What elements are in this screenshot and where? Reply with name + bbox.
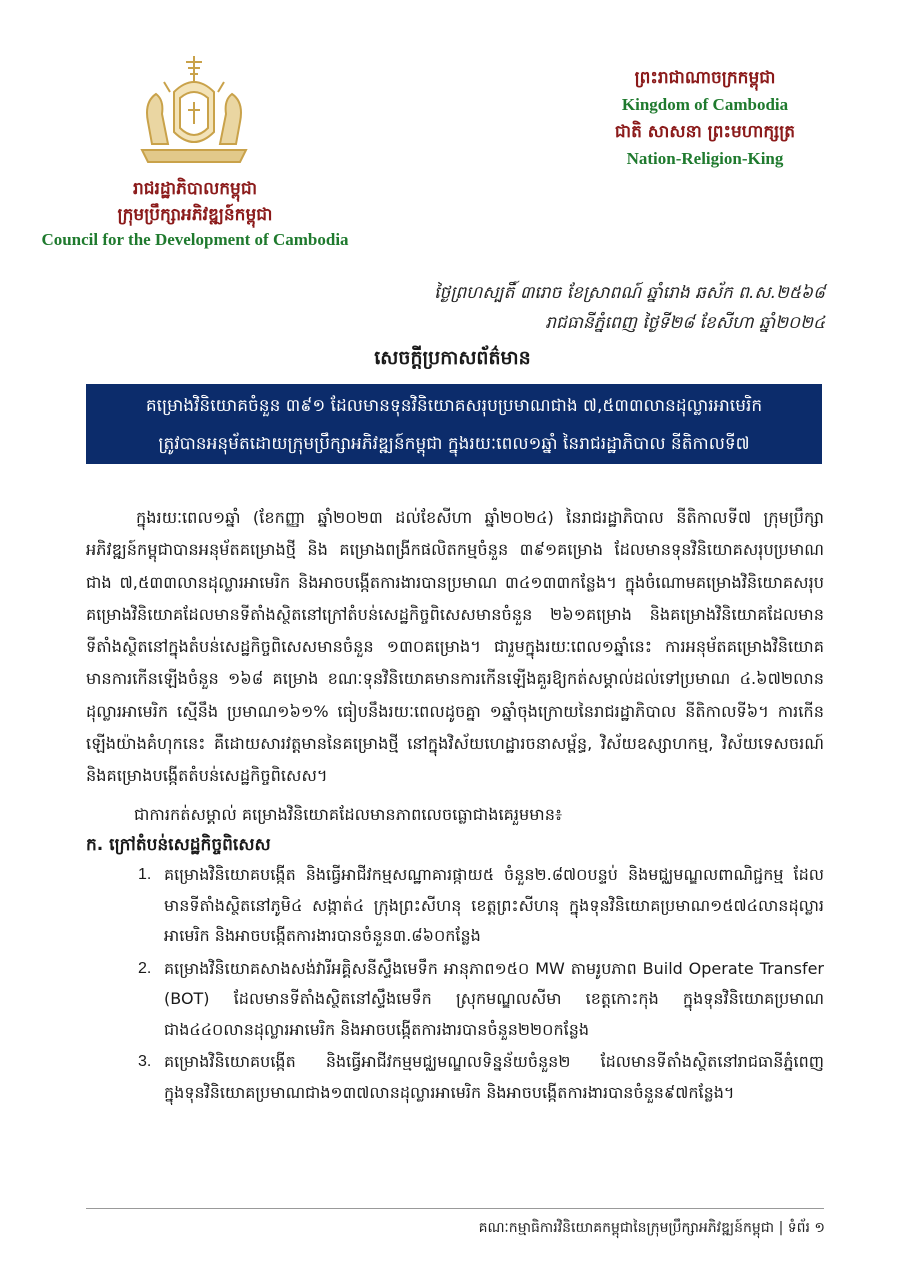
item-text: គម្រោងវិនិយោគបង្កើត និងធ្វើអាជីវកម្មសណ្ឋាគារផ្កាយ៥ ចំនួន២.៨៧០បន្ទប់ និងមជ្ឈមណ្ឌលពាណិជ្ជកម្ម ដែលមានទីតាំងស្ថិតនៅភូមិ៤ សង្កាត់៤ ក្រុងព្រះសីហនុ ខេត្តព្រះសីហនុ ក្នុងទុនវិនិយោគប្រមាណ១៥៧៤លានដុល្លារអាមេរិក និងអាចបង្កើតការងារបានចំនួន៣.៨៦០កន្លែង xyxy=(164,865,824,945)
list-item xyxy=(86,1047,824,1108)
lead-sentence: ជាការកត់សម្គាល់ គម្រោងវិនិយោគដែលមានភាពលេចធ្លោជាងគេរួមមាន៖ xyxy=(134,805,563,824)
royal-emblem-icon xyxy=(134,52,254,170)
kingdom-header xyxy=(590,64,820,172)
lunar-date: ថ្ងៃព្រហស្បតិ៍ ៣រោច ខែស្រាពណ៍ ឆ្នាំរោង ឆស័ក ព.ស.២៥៦៨ xyxy=(434,283,825,303)
item-number: 2. xyxy=(138,959,152,977)
motto-english: Nation-Religion-King xyxy=(626,149,784,168)
solar-date: រាជធានីភ្នំពេញ ថ្ងៃទី២៨ ខែសីហា ឆ្នាំ២០២៤ xyxy=(545,313,825,333)
project-list xyxy=(86,860,824,1110)
list-item xyxy=(86,954,824,1046)
headline-banner xyxy=(86,384,822,464)
item-text: គម្រោងវិនិយោគសាងសង់វារីអគ្គិសនីស្ទឹងមេទឹក អានុភាព១៥០ MW តាមរូបភាព Build Operate Transfer (BOT) ដែលមានទីតាំងស្ថិតនៅស្ទឹងមេទឹក ស្រុកមណ្ឌលសីមា ខេត្តកោះកុង ក្នុងទុនវិនិយោគប្រមាណជាង៤៤០លានដុល្លារអាមេរិក និងអាចបង្កើតការងារបានចំនួន២២០កន្លែង xyxy=(164,958,824,1039)
list-item xyxy=(86,860,824,952)
footer-divider xyxy=(86,1208,824,1209)
page-footer: គណៈកម្មាធិការវិនិយោគកម្ពុជានៃក្រុមប្រឹក្សាអភិវឌ្ឍន៍កម្ពុជា | ទំព័រ ១ xyxy=(478,1220,825,1236)
item-number: 1. xyxy=(138,866,152,883)
council-name-khmer: ក្រុមប្រឹក្សាអភិវឌ្ឍន៍កម្ពុជា xyxy=(117,205,273,225)
kingdom-name-khmer: ព្រះរាជាណាចក្រកម្ពុជា xyxy=(634,68,776,88)
headline-line-1: គម្រោងវិនិយោគចំនួន ៣៩១ ដែលមានទុនវិនិយោគសរុបប្រមាណជាង ៧,៥៣៣លានដុល្លារអាមេរិក xyxy=(145,396,763,416)
item-number: 3. xyxy=(138,1053,152,1070)
council-name-english: Council for the Development of Cambodia xyxy=(41,230,349,249)
item-text: គម្រោងវិនិយោគបង្កើត និងធ្វើអាជីវកម្មមជ្ឈមណ្ឌលទិន្នន័យចំនួន២ ដែលមានទីតាំងស្ថិតនៅរាជធានីភ្នំពេញ ក្នុងទុនវិនិយោគប្រមាណជាង១៣៧លានដុល្លារអាមេរិក និងអាចបង្កើតការងារបានចំនួន៩៧កន្លែង។ xyxy=(164,1052,824,1102)
council-header xyxy=(20,176,370,252)
section-heading: ក. ក្រៅតំបន់សេដ្ឋកិច្ចពិសេស xyxy=(86,835,271,855)
headline-line-2: ត្រូវបានអនុម័តដោយក្រុមប្រឹក្សាអភិវឌ្ឍន៍កម្ពុជា ក្នុងរយៈពេល១ឆ្នាំ នៃរាជរដ្ឋាភិបាល នីតិកាលទី៧ xyxy=(158,434,750,454)
motto-khmer: ជាតិ សាសនា ព្រះមហាក្សត្រ xyxy=(614,122,796,142)
government-name: រាជរដ្ឋាភិបាលកម្ពុជា xyxy=(132,179,258,199)
page-title: សេចក្តីប្រកាសព័ត៌មាន xyxy=(374,347,531,369)
kingdom-name-english: Kingdom of Cambodia xyxy=(621,95,789,114)
body-paragraph: ក្នុងរយៈពេល១ឆ្នាំ (ខែកញ្ញា ឆ្នាំ២០២៣ ដល់ខែសីហា ឆ្នាំ២០២៤) នៃរាជរដ្ឋាភិបាល នីតិកាលទី៧ ក្រុមប្រឹក្សាអភិវឌ្ឍន៍កម្ពុជាបានអនុម័តគម្រោងថ្មី និង គម្រោងពង្រីកផលិតកម្មចំនួន ៣៩១គម្រោង ដែលមានទុនវិនិយោគសរុបប្រមាណជាង ៧,៥៣៣លានដុល្លារអាមេរិក និងអាចបង្កើតការងារបានប្រមាណ ៣៤១៣៣កន្លែង។ ក្នុងចំណោមគម្រោងវិនិយោគសរុប គម្រោងវិនិយោគដែលមានទីតាំងស្ថិតនៅក្រៅតំបន់សេដ្ឋកិច្ចពិសេសមានចំនួន ២៦១គម្រោង និងគម្រោងវិនិយោគដែលមានទីតាំងស្ថិតនៅក្នុងតំបន់សេដ្ឋកិច្ចពិសេសមានចំនួន ១៣០គម្រោង។ ជារួមក្នុងរយៈពេល១ឆ្នាំនេះ ការអនុម័តគម្រោងវិនិយោគមានការកើនឡើងចំនួន ១៦៨ គម្រោង ខណៈទុនវិនិយោគមានការកើនឡើងគួរឱ្យកត់សម្គាល់ដល់ទៅប្រមាណ ៤.៦៧២លានដុល្លារអាមេរិក ស្មើនឹង ប្រមាណ១៦១% ធៀបនឹងរយៈពេលដូចគ្នា ១ឆ្នាំចុងក្រោយនៃរាជរដ្ឋាភិបាល នីតិកាលទី៦។ ការកើនឡើងយ៉ាងគំហុកនេះ គឺដោយសារវត្តមាននៃគម្រោងថ្មី នៅក្នុងវិស័យហេដ្ឋារចនាសម្ព័ន្ធ, វិស័យឧស្សាហកម្ម, វិស័យទេសចរណ៍ និងគម្រោងបង្កើតតំបន់សេដ្ឋកិច្ចពិសេស។ xyxy=(86,508,824,786)
